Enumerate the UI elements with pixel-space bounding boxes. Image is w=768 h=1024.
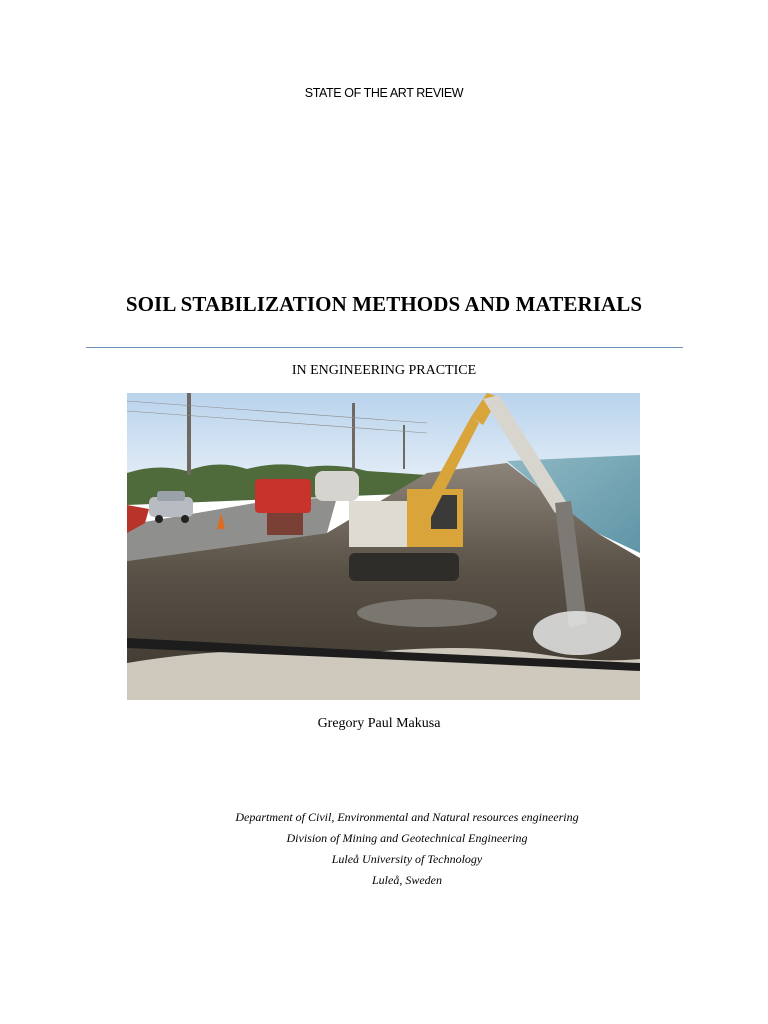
review-label: STATE OF THE ART REVIEW bbox=[304, 86, 464, 100]
affiliation-department: Department of Civil, Environmental and Natural resources engineering bbox=[235, 810, 579, 824]
affiliation-university: Luleå University of Technology bbox=[331, 852, 483, 866]
title-divider bbox=[86, 347, 683, 348]
affiliation-location: Luleå, Sweden bbox=[372, 873, 442, 887]
cover-photo-excavator bbox=[127, 393, 640, 700]
affiliation-division: Division of Mining and Geotechnical Engineering bbox=[286, 831, 528, 845]
author-name: Gregory Paul Makusa bbox=[317, 716, 441, 731]
document-title: SOIL STABILIZATION METHODS AND MATERIALS bbox=[125, 292, 643, 316]
document-subtitle: IN ENGINEERING PRACTICE bbox=[291, 363, 477, 378]
